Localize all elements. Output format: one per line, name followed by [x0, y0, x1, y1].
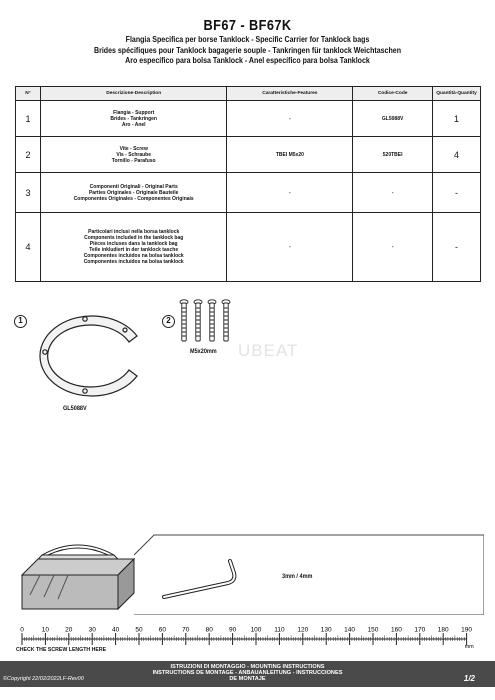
- ruler-tick-label: 80: [205, 626, 213, 634]
- desc-line: Componentes incluidos na bolsa tanklock: [83, 253, 184, 259]
- ruler-tick-label: 90: [228, 626, 237, 634]
- flange-ring-illustration: [25, 308, 155, 408]
- subtitle-line-1: Flangia Specifica per borse Tanklock - Specific Carrier for Tanklock bags: [125, 34, 370, 44]
- copyright-text: ©Copyright 22/02/2022LF-Rev00: [3, 676, 84, 682]
- flange-code-label: GL5088V: [63, 405, 87, 412]
- row-code: -: [353, 213, 433, 282]
- desc-line: Componenti Originali - Original Parts: [89, 183, 178, 190]
- row-features: -: [227, 101, 353, 137]
- row-quantity: 1: [433, 101, 481, 137]
- row-description: [40, 173, 227, 213]
- desc-line: Components included in the tanklock bag: [84, 235, 184, 241]
- screw-icon: [222, 300, 230, 341]
- header-code: Codice-Code: [353, 87, 433, 101]
- header-quantity: Quantità-Quantity: [433, 87, 481, 101]
- part-number-badge-2: 2: [162, 315, 175, 328]
- row-code: -: [353, 173, 433, 213]
- ruler-tick-label: 30: [88, 626, 96, 634]
- screw-icon: [208, 300, 216, 341]
- row-no: 2: [16, 137, 41, 173]
- row-no: 1: [16, 101, 41, 137]
- desc-line: Parties Originales - Originale Bauteile: [88, 189, 179, 196]
- page-number: 1/2: [463, 674, 475, 683]
- screw-icon: [194, 300, 202, 341]
- table-header-row: [16, 87, 481, 101]
- row-features: TBEI M5x20: [227, 137, 353, 173]
- row-no: 3: [16, 173, 41, 213]
- ruler-tick-label: 70: [182, 626, 190, 634]
- ruler-tick-label: 160: [390, 626, 402, 634]
- instructions-line: DE MONTAJE: [229, 676, 266, 682]
- ruler-unit-label: mm: [464, 644, 474, 649]
- ruler-tick-label: 20: [65, 626, 73, 634]
- header-features: Caratteristiche-Features: [227, 87, 353, 101]
- desc-line: Vite - Screw: [119, 145, 148, 152]
- row-no: 4: [16, 213, 41, 282]
- ruler-tick-label: 40: [111, 626, 120, 634]
- ruler-tick-label: 100: [250, 626, 262, 634]
- row-quantity: -: [433, 213, 481, 282]
- row-features: -: [227, 173, 353, 213]
- ruler-tick-label: 60: [158, 626, 167, 634]
- watermark: UBEAT: [238, 341, 299, 360]
- ruler-tick-label: 140: [344, 626, 356, 634]
- desc-line: Brides - Tankringen: [110, 115, 157, 122]
- row-description: [40, 101, 227, 137]
- table-row: [16, 213, 481, 282]
- ruler-tick-label: 10: [41, 626, 50, 634]
- screw-size-label: M5x20mm: [190, 348, 217, 355]
- check-screw-length-label: CHECK THE SCREW LENGTH HERE: [16, 647, 107, 653]
- screw-icon: [180, 300, 188, 341]
- desc-line: Pièces incluses dans la tanklock bag: [89, 241, 178, 247]
- ruler-tick-label: 50: [135, 626, 143, 634]
- row-quantity: -: [433, 173, 481, 213]
- ruler-tick-label: 0: [20, 626, 24, 634]
- screws-illustration: [176, 298, 236, 353]
- row-description: [40, 137, 227, 173]
- row-code: 520TBEI: [353, 137, 433, 173]
- instructions-line: INSTRUCTIONS DE MONTAGE - ANBAUANLEITUNG - INSTRUCCIONES: [152, 670, 343, 676]
- footer-bar: [0, 661, 495, 687]
- desc-line: Aro - Anel: [121, 121, 146, 128]
- table-row: [16, 137, 481, 173]
- ruler-tick-label: 190: [461, 626, 473, 634]
- row-features: -: [227, 213, 353, 282]
- desc-line: Particolari inclusi nella borsa tanklock: [88, 229, 180, 235]
- page-title: BF67 - BF67K: [203, 17, 292, 34]
- desc-line: Teile inkludiert in der tanklock tasche: [89, 247, 179, 253]
- row-quantity: 4: [433, 137, 481, 173]
- subtitle-line-3: Aro específico para bolsa Tanklock - Anel específico para bolsa Tanklock: [125, 55, 370, 65]
- ruler-tick-label: 120: [297, 626, 309, 634]
- table-row: [16, 101, 481, 137]
- desc-line: Componentes incluídos na bolsa tanklock: [83, 259, 184, 265]
- instructions-line: ISTRUZIONI DI MONTAGGIO - MOUNTING INSTRUCTIONS: [170, 664, 325, 670]
- subtitle-line-2: Brides spécifiques pour Tanklock bagagerie souple - Tankringen für tanklock Weichtaschen: [93, 44, 402, 55]
- header: [0, 0, 495, 66]
- part-number-badge-1: 1: [14, 315, 27, 328]
- desc-line: Flangia - Support: [113, 109, 155, 116]
- desc-line: Tornillo - Parafuso: [111, 157, 156, 164]
- header-no: N°: [16, 87, 41, 101]
- ruler-tick-label: 180: [437, 626, 449, 634]
- ruler-tick-label: 130: [320, 626, 332, 634]
- row-description: [40, 213, 227, 282]
- ruler-tick-label: 150: [367, 626, 379, 634]
- ruler-tick-label: 110: [274, 626, 285, 634]
- desc-line: Vis - Schraube: [116, 151, 152, 158]
- toolbox-illustration: [14, 515, 484, 620]
- parts-table: [15, 86, 481, 282]
- tool-size-label: 3mm / 4mm: [282, 573, 313, 580]
- ruler-tick-label: 170: [414, 626, 426, 634]
- desc-line: Componentes Originales - Componentes Originais: [73, 195, 194, 202]
- row-code: GL5088V: [353, 101, 433, 137]
- header-description: Descrizione-Description: [40, 87, 227, 101]
- table-row: [16, 173, 481, 213]
